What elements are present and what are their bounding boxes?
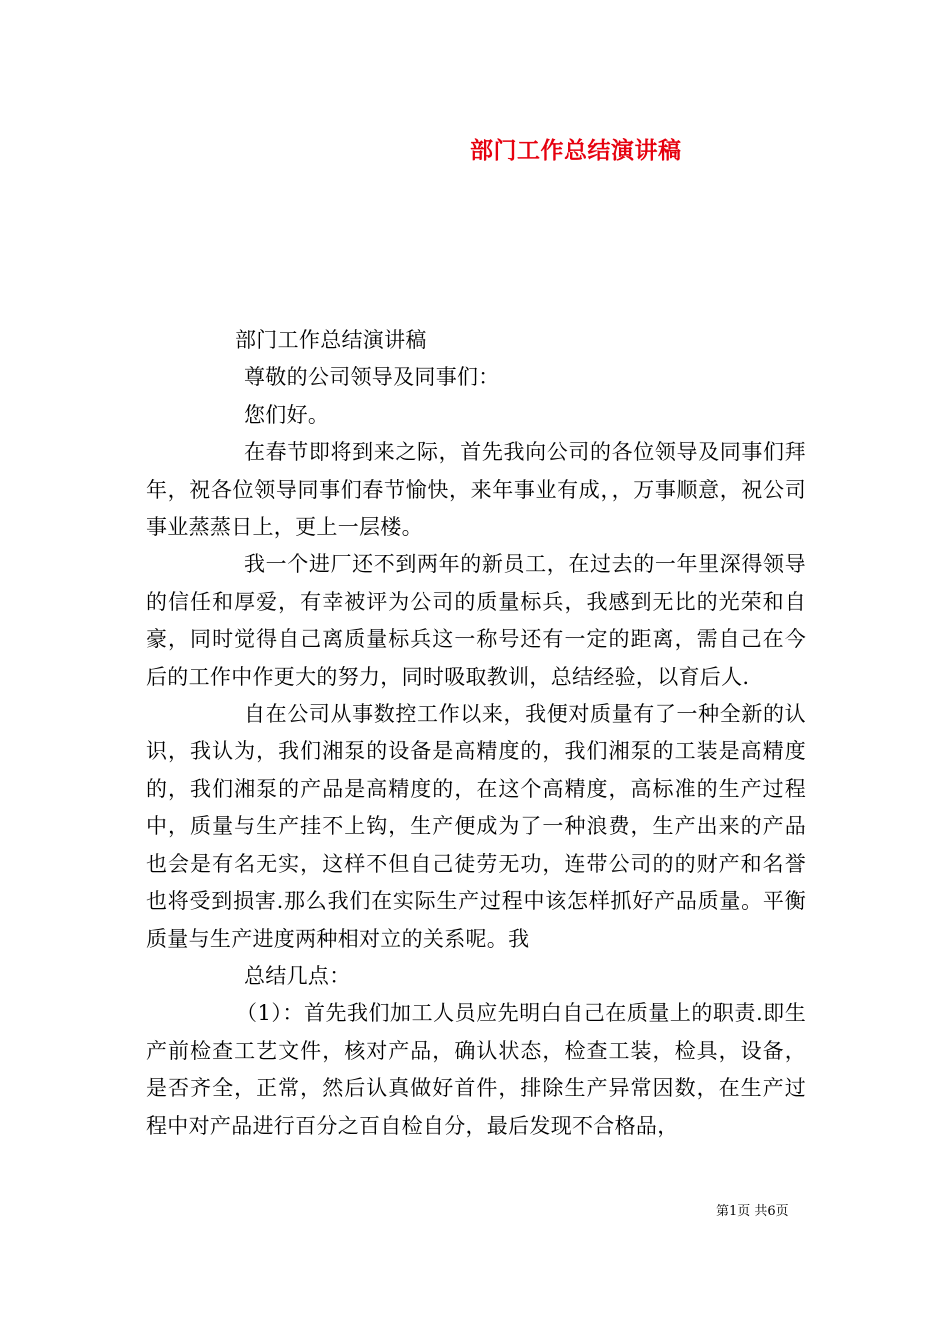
paragraph-new-year: 在春节即将到来之际，首先我向公司的各位领导及同事们拜年，祝各位领导同事们春节愉快，来年事业有成，，万事顺意，祝公司事业蒸蒸日上，更上一层楼。 (146, 440, 806, 540)
greeting: 您们好。 (244, 402, 330, 427)
summary-item-1: （1）：首先我们加工人员应先明白自己在质量上的职责.即生产前检查工艺文件，核对产品，确认状态，检查工装，检具，设备，是否齐全，正常，然后认真做好首件，排除生产异常因数，在生产过程中对产品进行百分之百自检自分，最后发现不合格品， (146, 1001, 806, 1138)
document-body (146, 322, 806, 1145)
summary-lead: 总结几点： (244, 963, 351, 988)
document-title: 部门工作总结演讲稿 (470, 137, 682, 164)
salutation: 尊敬的公司领导及同事们： (244, 365, 500, 390)
paragraph-new-employee: 我一个进厂还不到两年的新员工，在过去的一年里深得领导的信任和厚爱，有幸被评为公司的质量标兵，我感到无比的光荣和自豪，同时觉得自己离质量标兵这一称号还有一定的距离，需自己在今后的工作中作更大的努力，同时吸取教训，总结经验，以育后人. (146, 552, 806, 689)
paragraph-quality: 自在公司从事数控工作以来，我便对质量有了一种全新的认识，我认为，我们湘泵的设备是高精度的，我们湘泵的工装是高精度的，我们湘泵的产品是高精度的，在这个高精度，高标准的生产过程中，质量与生产挂不上钩，生产便成为了一种浪费，生产出来的产品也会是有名无实，这样不但自己徒劳无功，连带公司的的财产和名誉也将受到损害.那么我们在实际生产过程中该怎样抓好产品质量。平衡质量与生产进度两种相对立的关系呢。我 (146, 702, 806, 951)
body-heading: 部门工作总结演讲稿 (235, 328, 427, 352)
page-footer: 第1页 共6页 (716, 1204, 789, 1219)
